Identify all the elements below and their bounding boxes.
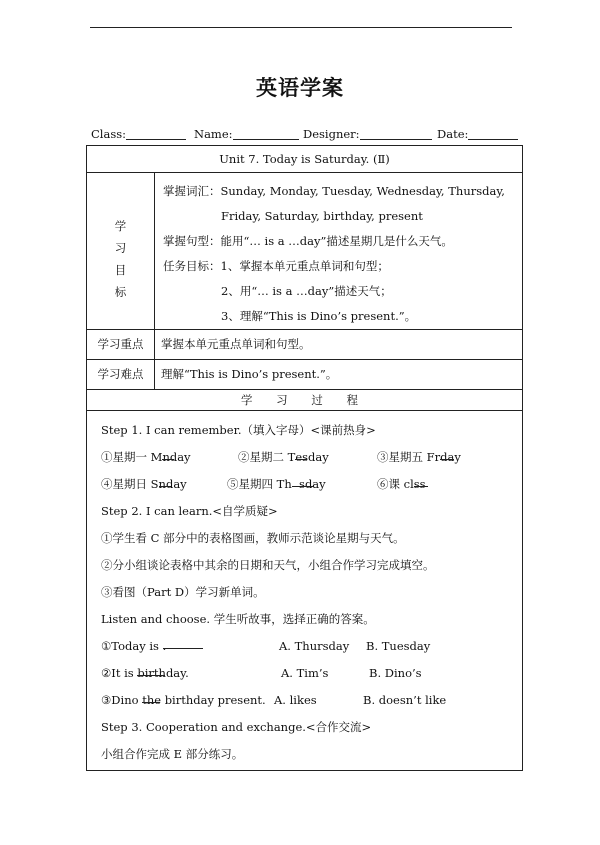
task-goal-3: 3、理解“This is Dino’s present.”。 bbox=[221, 309, 417, 323]
date-blank[interactable] bbox=[468, 127, 518, 140]
option-a[interactable]: A. Thursday bbox=[279, 639, 350, 653]
fill-item: ⑥课 cl ss bbox=[377, 473, 426, 495]
task-goal-2: 2、用“… is a …day”描述天气； bbox=[221, 284, 392, 298]
name-field bbox=[194, 127, 233, 141]
header-rule bbox=[90, 27, 512, 28]
date-label: Date: bbox=[437, 127, 469, 141]
question-row bbox=[101, 635, 522, 662]
option-a[interactable]: A. likes bbox=[274, 693, 317, 707]
step-2-item: ③看图（Part D）学习新单词。 bbox=[101, 585, 265, 599]
difficulty-label: 学习难点 bbox=[87, 360, 155, 390]
vocab-line-1: 掌握词汇：Sunday, Monday, Tuesday, Wednesday, Thursday, bbox=[163, 184, 505, 198]
fill-item: ⑤星期四 Th sday bbox=[227, 473, 326, 495]
option-b[interactable]: B. Tuesday bbox=[366, 639, 431, 653]
difficulty-text: 理解“This is Dino’s present.”。 bbox=[155, 360, 523, 390]
question-row bbox=[101, 662, 522, 689]
key-point-text: 掌握本单元重点单词和句型。 bbox=[155, 330, 523, 360]
question-row bbox=[101, 689, 522, 716]
answer-blank[interactable] bbox=[159, 473, 171, 487]
fill-row-1 bbox=[101, 446, 522, 473]
fill-item: ④星期日 S nday bbox=[101, 473, 187, 495]
designer-blank[interactable] bbox=[360, 127, 432, 140]
fill-item: ②星期二 T esday bbox=[238, 446, 329, 468]
question-stem: ③Dino the birthday present. bbox=[101, 689, 266, 711]
step-2-item: ①学生看 C 部分中的表格图画，教师示范谈论星期与天气。 bbox=[101, 531, 405, 545]
designer-field bbox=[303, 127, 360, 141]
fill-item: ③星期五 Fr day bbox=[377, 446, 461, 468]
answer-blank[interactable] bbox=[163, 635, 203, 649]
answer-blank[interactable] bbox=[162, 446, 174, 460]
class-label: Class: bbox=[91, 127, 127, 141]
designer-label: Designer: bbox=[303, 127, 360, 141]
goals-label-char: 学 bbox=[114, 219, 127, 233]
option-a[interactable]: A. Tim’s bbox=[281, 666, 329, 680]
steps-content bbox=[87, 411, 523, 771]
date-field bbox=[437, 127, 468, 141]
lesson-table bbox=[86, 145, 523, 771]
option-b[interactable]: B. doesn’t like bbox=[363, 693, 447, 707]
fill-item: ①星期一 M nday bbox=[101, 446, 191, 468]
answer-blank[interactable] bbox=[295, 446, 307, 460]
step-2-item: ②分小组谈论表格中其余的日期和天气，小组合作学习完成填空。 bbox=[101, 558, 435, 572]
class-blank[interactable] bbox=[126, 127, 186, 140]
class-field bbox=[91, 127, 126, 141]
process-heading: 学 习 过 程 bbox=[87, 390, 523, 411]
answer-blank[interactable] bbox=[414, 473, 428, 487]
question-stem: ②It is birthday. bbox=[101, 662, 189, 684]
info-line bbox=[91, 127, 521, 143]
listen-instruction: Listen and choose. 学生听故事，选择正确的答案。 bbox=[101, 612, 375, 626]
step-2-heading: Step 2. I can learn.<自学质疑> bbox=[101, 504, 278, 518]
unit-title: Unit 7. Today is Saturday. (Ⅱ) bbox=[87, 146, 523, 173]
fill-row-2 bbox=[101, 473, 522, 500]
answer-blank[interactable] bbox=[299, 473, 313, 487]
goals-label bbox=[87, 173, 155, 330]
option-b[interactable]: B. Dino’s bbox=[369, 666, 422, 680]
step-3-heading: Step 3. Cooperation and exchange.<合作交流> bbox=[101, 720, 372, 734]
step-3-item: 小组合作完成 E 部分练习。 bbox=[101, 747, 244, 761]
step-1-heading: Step 1. I can remember.（填入字母）<课前热身> bbox=[101, 423, 376, 437]
answer-blank[interactable] bbox=[137, 662, 165, 676]
task-goal-1: 任务目标：1、掌握本单元重点单词和句型； bbox=[163, 259, 389, 273]
question-stem: ①Today is . bbox=[101, 635, 166, 657]
name-label: Name: bbox=[194, 127, 233, 141]
page-title: 英语学案 bbox=[256, 75, 344, 100]
sentence-goal: 掌握句型：能用“… is a …day”描述星期几是什么天气。 bbox=[163, 234, 453, 248]
vocab-line-2: Friday, Saturday, birthday, present bbox=[221, 209, 423, 223]
goals-label-char: 目 bbox=[114, 263, 127, 277]
goals-label-char: 标 bbox=[114, 285, 127, 299]
answer-blank[interactable] bbox=[142, 689, 160, 703]
answer-blank[interactable] bbox=[440, 446, 454, 460]
key-point-label: 学习重点 bbox=[87, 330, 155, 360]
name-blank[interactable] bbox=[233, 127, 299, 140]
goals-label-char: 习 bbox=[114, 241, 127, 255]
goals-content bbox=[155, 173, 523, 330]
